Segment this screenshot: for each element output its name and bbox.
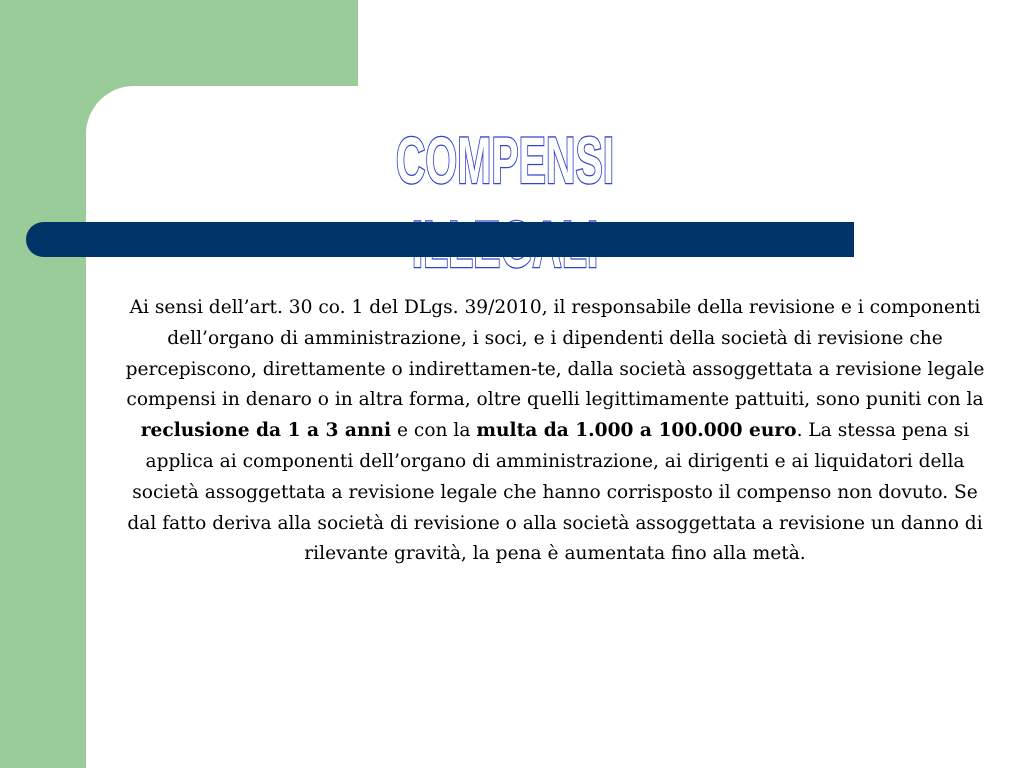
body-text-part-3: . La stessa pena si applica ai componenti dell’organo di amministrazione, ai dirigenti e ai liquidatori della società assoggettata a revisione legale che hanno corrisposto il compenso non dovuto. Se dal fatto deriva alla società di revisione o alla società assoggettata a revisione un danno di rilevante gravità, la pena è aumentata fino alla metà. xyxy=(127,420,983,565)
body-bold-multa: multa da 1.000 a 100.000 euro xyxy=(476,420,797,442)
body-paragraph xyxy=(120,293,990,570)
body-bold-reclusione: reclusione da 1 a 3 anni xyxy=(140,420,392,442)
body-text-part-2: e con la xyxy=(391,420,477,442)
slide-title: COMPENSI xyxy=(395,123,615,197)
body-text-part-1: Ai sensi dell’art. 30 co. 1 del DLgs. 39/2010, il responsabile della revisione e i componenti dell’organo di amministrazione, i soci, e i dipendenti della società di revisione che percepiscono, direttamente o indirettamen-te, dalla società assoggettata a revisione legale compensi in denaro o in altra forma, oltre quelli legittimamente pattuiti, sono puniti con la xyxy=(125,297,985,411)
title-underline-bar xyxy=(26,222,854,257)
